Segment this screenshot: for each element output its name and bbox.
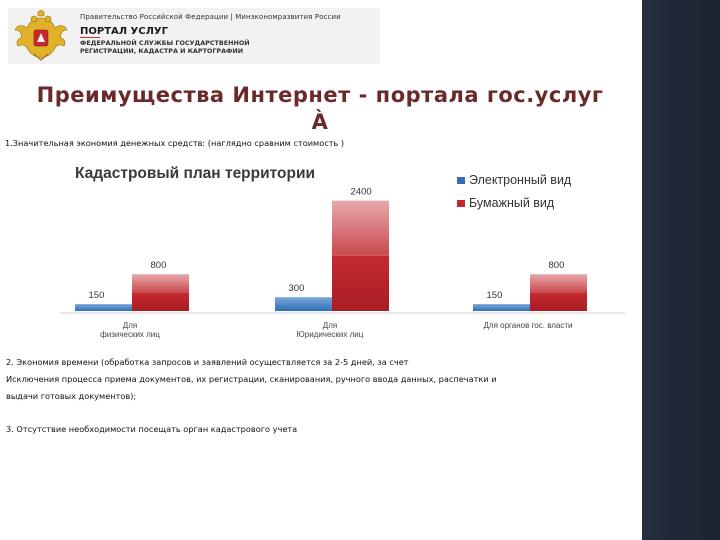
chart-legend — [457, 173, 572, 210]
x-tick-label-0-0: Для — [122, 321, 138, 330]
point-2-line-1: 2. Экономия времени (обработка запросов и заявлений осуществляется за 2-5 дней, за счет — [6, 357, 409, 367]
slide-heading-line-2: À — [311, 110, 329, 134]
portal-title: ПОРТАЛ УСЛУГ — [80, 26, 168, 37]
agency-line-2: РЕГИСТРАЦИИ, КАДАСТРА И КАРТОГРАФИИ — [80, 47, 244, 55]
cadastral-plan-chart — [60, 156, 640, 346]
bar-electronic-1 — [275, 297, 332, 311]
legend-label-1: Бумажный вид — [469, 196, 555, 210]
x-tick-label-1-1: Юридических лиц — [296, 330, 364, 339]
bar-electronic-2 — [473, 304, 530, 311]
title-underline — [80, 37, 100, 38]
legend-label-0: Электронный вид — [469, 173, 572, 187]
agency-name — [80, 39, 285, 55]
point-1-text: 1.Значительная экономия денежных средств: (наглядно сравним стоимость ) — [5, 138, 345, 148]
russian-eagle-emblem-icon — [12, 10, 70, 62]
bar-paper-0 — [132, 293, 189, 311]
legend-swatch-0 — [457, 177, 465, 184]
bar-electronic-0 — [75, 304, 132, 311]
point-2-line-2: Исключения процесса приема документов, их регистрации, сканирования, ручного ввода данных, распечатки и — [6, 374, 497, 384]
data-label-paper-1: 2400 — [350, 186, 372, 198]
chart-title: Кадастровый план территории — [75, 165, 316, 182]
portal-banner — [8, 8, 380, 64]
data-label-electronic-0: 150 — [88, 290, 105, 302]
slide-heading — [20, 82, 620, 136]
x-axis-labels — [100, 321, 572, 339]
dark-side-panel — [642, 0, 720, 540]
government-line: Правительство Российской Федерации | Минэкономразвития России — [80, 13, 341, 21]
bar-paper-1 — [332, 256, 389, 311]
legend-swatch-1 — [457, 200, 465, 207]
bar-paper-top-2 — [530, 274, 587, 292]
bar-paper-top-1 — [332, 201, 389, 256]
bar-paper-2 — [530, 293, 587, 311]
x-tick-label-0-1: физических лиц — [100, 330, 160, 339]
data-label-electronic-2: 150 — [486, 290, 503, 302]
bar-paper-top-0 — [132, 274, 189, 292]
data-label-paper-2: 800 — [548, 260, 565, 272]
x-tick-label-2-0: Для органов гос. власти — [483, 321, 573, 330]
agency-line-1: ФЕДЕРАЛЬНОЙ СЛУЖБЫ ГОСУДАРСТВЕННОЙ — [80, 39, 250, 47]
point-3-text: 3. Отсутствие необходимости посещать орган кадастрового учета — [6, 424, 298, 434]
x-tick-label-1-0: Для — [322, 321, 338, 330]
data-label-electronic-1: 300 — [288, 283, 305, 295]
data-label-paper-0: 800 — [150, 260, 167, 272]
point-2-line-3: выдачи готовых документов); — [6, 391, 137, 401]
slide-heading-line-1: Преимущества Интернет - портала гос.услуг — [36, 83, 604, 107]
